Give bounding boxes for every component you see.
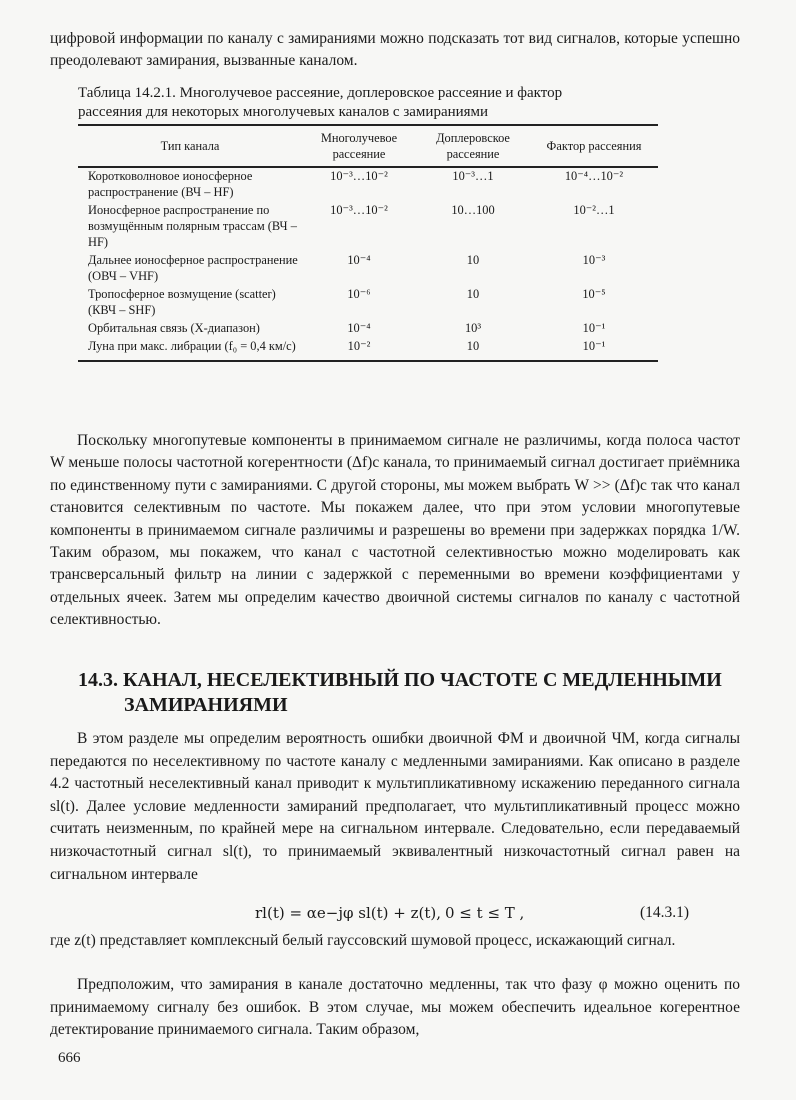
row-factor: 10⁻⁵ [582, 287, 606, 301]
paragraph-section-intro: В этом разделе мы определим вероятность ошибки двоичной ФМ и двоичной ЧМ, когда сигналы передаются по неселективному по частоте каналу с медленными замираниями. Как описано в разделе 4.2 частотный неселективный канал приводит к мультипликативному искажению переданного сигнала sl(t). Далее условие медленности замираний предполагает, что мультипликативный процесс можно считать неизменным, по крайней мере на сигнальном интервале. Следовательно, если передаваемый низкочастотный сигнал sl(t), то принимаемый эквивалентный низкочастотный сигнал равен на сигнальном интервале [50, 730, 740, 883]
table-caption-line2: рассеяния для некоторых многолучевых каналов с замираниями [78, 104, 489, 120]
equation-body: rl(t) = αe−jφ sl(t) + z(t), [255, 904, 442, 922]
row-doppler: 10⁻³…1 [452, 169, 494, 183]
table-header-row [78, 125, 658, 167]
row-name: Луна при макс. либрации (f₀ = 0,4 км/с) [78, 338, 302, 361]
row-multipath: 10⁻³…10⁻² [330, 203, 388, 217]
table-row [78, 286, 658, 320]
row-doppler: 10 [466, 253, 480, 267]
row-name: Орбитальная связь (X-диапазон) [88, 321, 260, 335]
row-factor: 10⁻²…1 [573, 203, 615, 217]
row-doppler: 10…100 [451, 203, 495, 217]
row-multipath: 10⁻⁴ [347, 321, 371, 335]
row-doppler: 10 [416, 338, 530, 361]
row-name: Коротковолновое ионосферное распространение (ВЧ – HF) [88, 169, 253, 199]
equation-number: (14.3.1) [640, 904, 690, 921]
row-multipath: 10⁻⁶ [347, 287, 371, 301]
header-multipath: Многолучевое рассеяние [302, 125, 416, 167]
row-factor: 10⁻³ [582, 253, 606, 267]
section-heading [78, 668, 758, 718]
header-factor: Фактор рассеяния [530, 125, 658, 167]
section-heading-line1: 14.3. КАНАЛ, НЕСЕЛЕКТИВНЫЙ ПО ЧАСТОТЕ С МЕДЛЕННЫМИ [78, 669, 722, 691]
section-heading-line2: ЗАМИРАНИЯМИ [124, 694, 288, 716]
paragraph-multipath: Поскольку многопутевые компоненты в принимаемом сигнале не различимы, когда полоса частот W меньше полосы частотной когерентности (Δf)c канала, то принимаемый сигнал достигает приёмника по единственному пути с замираниями. С другой стороны, мы можем выбрать W >> (Δf)c так что канал становится селективным по частоте. Мы покажем далее, что при этом условии многопутевые компоненты в принимаемом сигнале различимы и разрешены во времени при задержках порядка 1/W. Таким образом, мы покажем, что канал с частотной селективностью можно моделировать как трансверсальный фильтр на линии с задержкой с переменными во времени коэффициентами у отдельных ячеек. Затем мы определим качество двоичной системы сигналов по каналу с частотной селективностью. [50, 432, 740, 629]
table-caption [78, 84, 718, 122]
table-row [78, 338, 658, 361]
header-doppler: Доплеровское рассеяние [416, 125, 530, 167]
table-row [78, 202, 658, 252]
intro-paragraph: цифровой информации по каналу с замираниями можно подсказать тот вид сигналов, которые успешно преодолевают замирания, вызванные каналом. [50, 30, 740, 70]
header-type: Тип канала [78, 125, 302, 167]
row-multipath: 10⁻⁴ [347, 253, 371, 267]
row-name: Тропосферное возмущение (scatter) (КВЧ – SHF) [88, 287, 276, 317]
row-name: Дальнее ионосферное распространение (ОВЧ – VHF) [88, 253, 298, 283]
row-multipath: 10⁻² [302, 338, 416, 361]
table-row [78, 320, 658, 338]
row-factor: 10⁻¹ [530, 338, 658, 361]
scattering-table [78, 124, 658, 362]
paragraph-noise: где z(t) представляет комплексный белый гауссовский шумовой процесс, искажающий сигнал. [50, 932, 676, 949]
page-number: 666 [58, 1050, 81, 1066]
paragraph-coherent: Предположим, что замирания в канале достаточно медленны, так что фазу φ можно оценить по принимаемому сигналу без ошибок. В этом случае, мы можем обеспечить идеальное когерентное детектирование принимаемого сигнала. Таким образом, [50, 976, 740, 1039]
row-factor: 10⁻¹ [582, 321, 606, 335]
table-row [78, 252, 658, 286]
equation-condition: 0 ≤ t ≤ T , [445, 904, 525, 922]
table-row [78, 167, 658, 202]
row-factor: 10⁻⁴…10⁻² [564, 169, 624, 183]
row-doppler: 10³ [464, 321, 482, 335]
row-doppler: 10 [466, 287, 480, 301]
row-name: Ионосферное распространение по возмущённым полярным трассам (ВЧ – HF) [88, 203, 297, 249]
table-caption-line1: Таблица 14.2.1. Многолучевое рассеяние, доплеровское рассеяние и фактор [78, 85, 563, 101]
row-multipath: 10⁻³…10⁻² [330, 169, 388, 183]
